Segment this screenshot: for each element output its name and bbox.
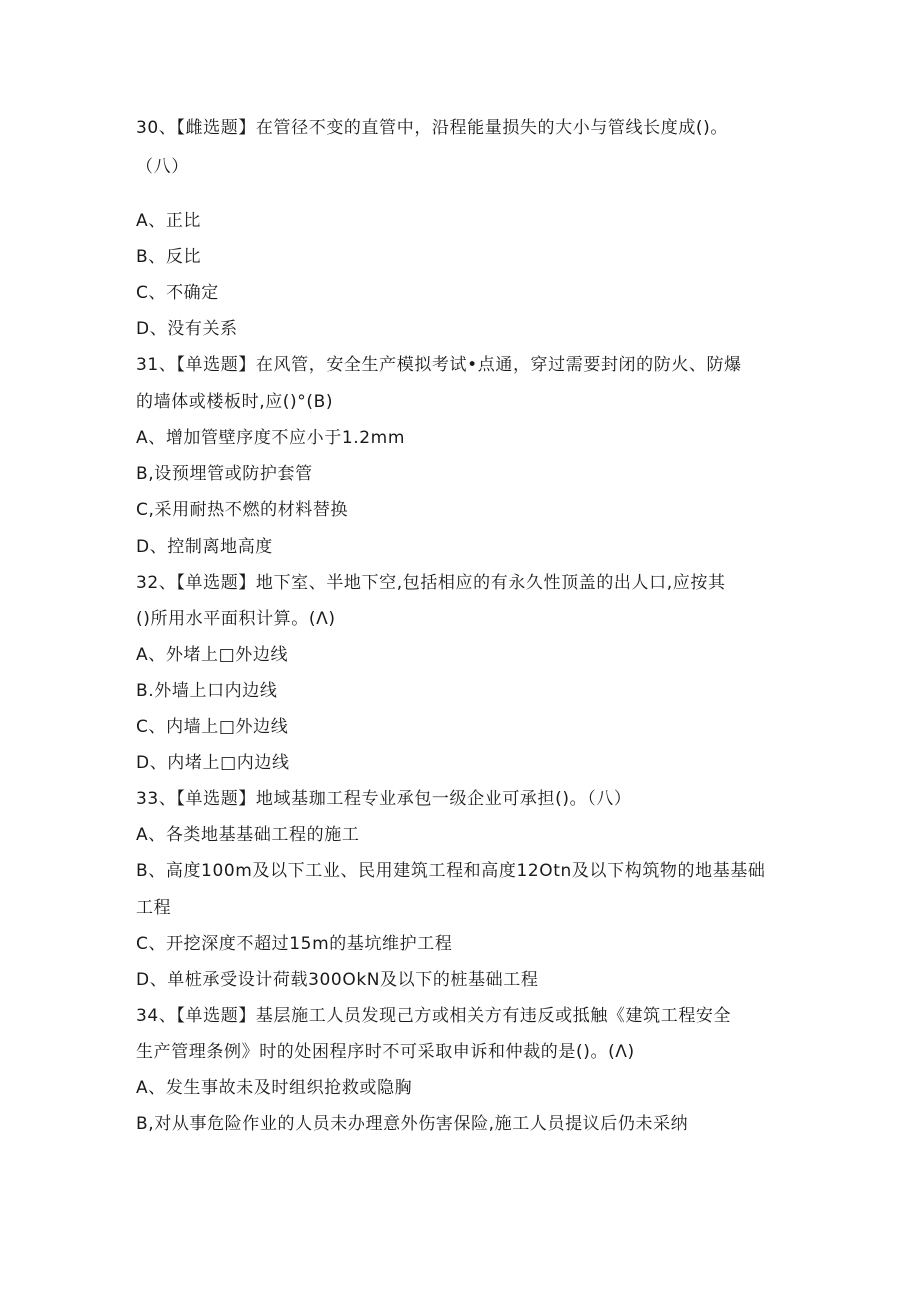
question-31-option-c: C,采用耐热不燃的材料替换 [136, 500, 349, 520]
question-33-option-b: B、高度100m及以下工业、民用建筑工程和高度12Otn及以下构筑物的地基基础 [136, 861, 766, 881]
question-30-option-b: B、反比 [136, 247, 202, 267]
question-31-option-a: A、增加管壁序度不应小于1.2mm [136, 428, 405, 448]
question-30-option-d: D、没有关系 [136, 319, 238, 339]
question-32-text: 32、【单选题】地下室、半地下空,包括相应的有永久性顶盖的出人口,应按其 [136, 573, 726, 593]
question-31-text: 31、【单选题】在风管，安全生产模拟考试•点通，穿过需要封闭的防火、防爆 [136, 355, 742, 375]
question-32-option-d: D、内堵上□内边线 [136, 753, 290, 773]
question-30-answer: （八） [136, 157, 189, 177]
question-34-text: 34、【单选题】基层施工人员发现己方或相关方有违反或抵触《建筑工程安全 [136, 1006, 732, 1026]
question-31-option-d: D、控制离地高度 [136, 537, 273, 557]
question-31-option-b: B,设预埋管或防护套管 [136, 464, 313, 484]
question-31-text-cont: 的墙体或楼板时,应()°(B) [136, 392, 334, 412]
question-33-option-a: A、各类地基基础工程的施工 [136, 825, 360, 845]
question-33-text: 33、【单选题】地域基珈工程专业承包一级企业可承担()。（八） [136, 789, 632, 809]
question-32-option-a: A、外堵上□外边线 [136, 645, 289, 665]
question-34-option-a: A、发生事故未及时组织抢救或隐胸 [136, 1078, 413, 1098]
question-30-text: 30、【雌选题】在管径不变的直管中，沿程能量损失的大小与管线长度成()。 [136, 118, 728, 138]
question-33-option-c: C、开挖深度不超过15m的基坑维护工程 [136, 934, 453, 954]
question-30-option-a: A、正比 [136, 211, 202, 231]
question-32-option-b: B.外墙上口内边线 [136, 681, 278, 701]
question-32-option-c: C、内墙上□外边线 [136, 717, 289, 737]
question-34-text-cont: 生产管理条例》时的处困程序时不可采取申诉和仲裁的是()。(Λ) [136, 1042, 635, 1062]
question-33-option-b-cont: 工程 [136, 898, 172, 918]
question-30-option-c: C、不确定 [136, 283, 219, 303]
question-32-text-cont: ()所用水平面积计算。(Λ) [136, 609, 336, 629]
question-34-option-b: B,对从事危险作业的人员未办理意外伤害保险,施工人员提议后仍未采纳 [136, 1114, 689, 1134]
question-33-option-d: D、单桩承受设计荷载300OkN及以下的桩基础工程 [136, 970, 539, 990]
